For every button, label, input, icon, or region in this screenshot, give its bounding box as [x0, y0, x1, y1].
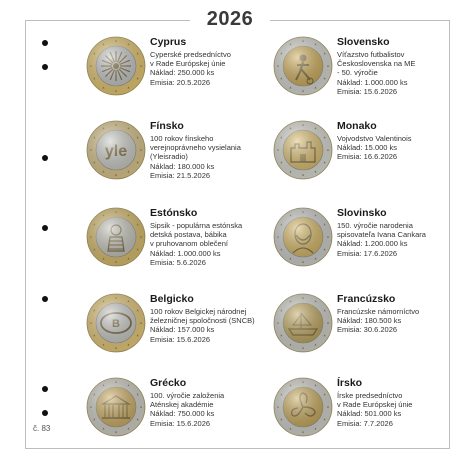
page-year-title: 2026 — [206, 8, 254, 30]
coin-entry — [86, 36, 278, 96]
coin-info-line: v Rade Európskej únie — [337, 400, 413, 410]
binder-hole — [42, 155, 48, 161]
coin-country: Slovensko — [337, 36, 390, 48]
coin-info-line: železničnej spoločnosti (SNCB) — [150, 316, 255, 326]
coin-info-line: Sipsik - populárna estónska — [150, 221, 243, 230]
coin-info-line: v Rade Európskej únie — [150, 59, 226, 69]
coin-info-line: verejnoprávneho vysielania — [150, 143, 241, 153]
coin-info-line: Náklad: 501.000 ks — [337, 409, 402, 419]
coin-image — [273, 207, 333, 267]
coin-entry — [273, 377, 460, 437]
coin-info-line: Emisia: 16.6.2026 — [337, 152, 398, 162]
coin-info-line: Náklad: 15.000 ks — [337, 143, 398, 153]
coin-entry — [273, 120, 460, 180]
coin-entry — [86, 377, 278, 437]
coin-info-line: Vojvodstvo Valentinois — [337, 134, 412, 143]
coin-description — [150, 377, 278, 428]
coin-info-line: 100. výročie založenia — [150, 391, 225, 400]
coin-entry — [273, 293, 460, 353]
binder-hole — [42, 40, 48, 46]
page-number: č. 83 — [33, 424, 51, 433]
coin-image — [273, 120, 333, 180]
coin-info-line: Emisia: 20.5.2026 — [150, 77, 211, 87]
coin-description — [337, 293, 460, 335]
coin-country: Fínsko — [150, 120, 184, 132]
coin-image — [273, 293, 333, 353]
coin-info-line: Emisia: 15.6.2026 — [150, 334, 211, 344]
coin-info-line: Cyperské predsedníctvo — [150, 50, 231, 59]
coin-description — [150, 293, 278, 344]
coin-info-line: Náklad: 750.000 ks — [150, 409, 215, 419]
coin-info-line: v pruhovanom oblečení — [150, 239, 228, 249]
coin-info-line: Náklad: 1.200.000 ks — [337, 239, 408, 249]
coin-entry — [86, 207, 278, 267]
coin-info-line: Emisia: 5.6.2026 — [150, 257, 206, 267]
page-border-bottom — [25, 448, 450, 449]
coin-info-line: 100 rokov Belgickej národnej — [150, 307, 247, 316]
coin-info-line: Emisia: 17.6.2026 — [337, 248, 398, 258]
coin-country: Estónsko — [150, 207, 198, 219]
coin-entry — [86, 293, 278, 353]
coin-image — [273, 377, 333, 437]
coin-info-line: Emisia: 7.7.2026 — [337, 418, 393, 428]
top-rule-left — [25, 20, 190, 21]
coin-info-line: Náklad: 1.000.000 ks — [150, 248, 221, 258]
coin-info-line: Emisia: 15.6.2026 — [337, 86, 398, 96]
coin-country: Francúzsko — [337, 293, 396, 305]
coin-country: Belgicko — [150, 293, 194, 305]
coin-info-line: Emisia: 21.5.2026 — [150, 170, 211, 180]
coin-info-line: (Yleisradio) — [150, 152, 188, 162]
coin-description — [337, 377, 460, 428]
coin-info-line: Československa na ME — [337, 59, 416, 69]
coin-image — [86, 207, 146, 267]
coin-info-line: Emisia: 30.6.2026 — [337, 325, 398, 335]
coin-info-line: Náklad: 1.000.000 ks — [337, 77, 408, 87]
coin-image — [273, 36, 333, 96]
coin-info-line: detská postava, bábika — [150, 230, 227, 240]
coin-entry — [273, 36, 460, 96]
binder-hole — [42, 225, 48, 231]
page-border-left — [25, 20, 26, 448]
coin-info-line: Írske predsedníctvo — [337, 391, 403, 400]
binder-hole — [42, 410, 48, 416]
coin-country: Írsko — [337, 377, 363, 389]
coin-info-line: Náklad: 157.000 ks — [150, 325, 215, 335]
coin-info-line: spisovateľa Ivana Cankara — [337, 230, 426, 240]
coin-description — [337, 120, 460, 162]
top-rule-right — [270, 20, 450, 21]
coin-info-line: 100 rokov fínskeho — [150, 134, 214, 143]
coin-image — [86, 120, 146, 180]
coin-country: Cyprus — [150, 36, 187, 48]
coin-description — [150, 36, 278, 87]
coin-country: Monako — [337, 120, 377, 132]
coin-info-line: Aténskej akadémie — [150, 400, 214, 410]
coin-info-line: - 50. výročie — [337, 68, 378, 78]
coin-info-line: Náklad: 250.000 ks — [150, 68, 215, 78]
coin-description — [337, 207, 460, 258]
coin-info-line: 150. výročie narodenia — [337, 221, 413, 230]
coin-info-line: Náklad: 180.500 ks — [337, 316, 402, 326]
binder-hole — [42, 296, 48, 302]
coin-info-line: Francúzske námorníctvo — [337, 307, 420, 316]
binder-hole — [42, 386, 48, 392]
binder-hole — [42, 64, 48, 70]
coin-entry — [273, 207, 460, 267]
coin-description — [150, 207, 278, 267]
coin-info-line: Víťazstvo futbalistov — [337, 50, 405, 59]
coin-image — [86, 293, 146, 353]
coin-description — [337, 36, 460, 96]
coin-description — [150, 120, 278, 180]
coin-entry — [86, 120, 278, 180]
coin-country: Grécko — [150, 377, 187, 389]
coin-country: Slovinsko — [337, 207, 387, 219]
coin-info-line: Náklad: 180.000 ks — [150, 161, 215, 171]
coin-info-line: Emisia: 15.6.2026 — [150, 418, 211, 428]
coin-image — [86, 36, 146, 96]
coin-image — [86, 377, 146, 437]
